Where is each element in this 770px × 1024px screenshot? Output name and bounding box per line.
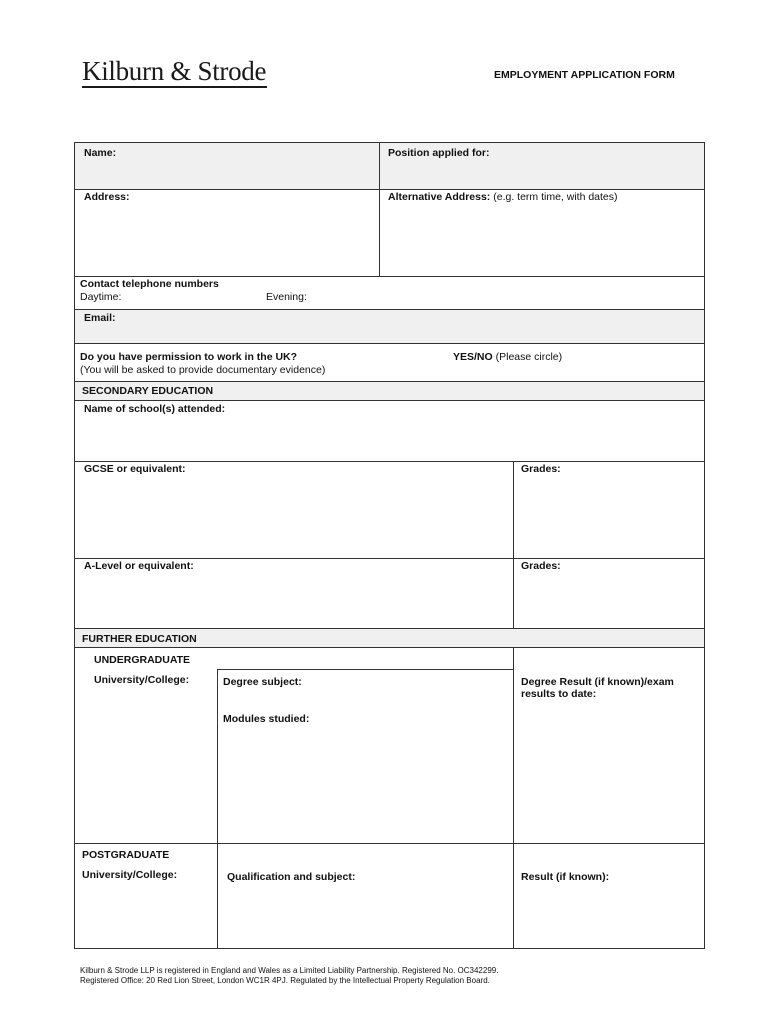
alevel-label: A-Level or equivalent:: [84, 560, 194, 572]
degree-result-label-2: results to date:: [521, 688, 597, 700]
alt-address-label: [388, 191, 618, 203]
ug-university-label: University/College:: [94, 674, 190, 686]
schools-field[interactable]: [76, 418, 703, 460]
pg-result-field[interactable]: [515, 887, 703, 947]
pg-university-field[interactable]: [76, 885, 216, 947]
permission-note: (You will be asked to provide documentary evidence): [80, 364, 326, 376]
footer: [80, 966, 498, 986]
yes-no-text: YES/NO: [453, 351, 493, 363]
alevel-field[interactable]: [76, 575, 512, 627]
further-col-divider-1: [217, 669, 218, 949]
alevel-grades-label: Grades:: [521, 560, 561, 572]
gcse-field[interactable]: [76, 478, 512, 557]
footer-line-1: Kilburn & Strode LLP is registered in England and Wales as a Limited Liability Partnership. Registered No. OC342299.: [80, 966, 499, 975]
logo-underline: [82, 86, 267, 88]
degree-subject-label: Degree subject:: [223, 676, 302, 688]
address-label: Address:: [84, 191, 130, 203]
contact-title: Contact telephone numbers: [80, 278, 219, 290]
email-label: Email:: [84, 312, 116, 324]
gcse-label: GCSE or equivalent:: [84, 463, 186, 475]
alt-address-field[interactable]: [381, 205, 703, 275]
secondary-education-title: SECONDARY EDUCATION: [82, 385, 214, 397]
degree-result-label-1: Degree Result (if known)/exam: [521, 676, 674, 688]
postgraduate-divider: [74, 843, 705, 844]
evening-label: Evening:: [266, 291, 307, 303]
gcse-grades-label: Grades:: [521, 463, 561, 475]
position-field[interactable]: [381, 160, 703, 188]
gcse-grades-field[interactable]: [515, 478, 703, 557]
name-label: Name:: [84, 147, 117, 159]
form-title: EMPLOYMENT APPLICATION FORM: [494, 69, 675, 81]
alt-address-title: Alternative Address:: [388, 191, 491, 203]
daytime-field[interactable]: [130, 290, 260, 306]
modules-field[interactable]: [219, 728, 512, 840]
please-circle-text: (Please circle): [495, 351, 563, 363]
company-logo: Kilburn & Strode: [82, 56, 267, 86]
pg-university-label: University/College:: [82, 869, 178, 881]
qualification-label: Qualification and subject:: [227, 871, 356, 883]
position-label: Position applied for:: [388, 147, 490, 159]
degree-result-field[interactable]: [515, 702, 703, 840]
address-field[interactable]: [76, 205, 378, 275]
address-divider: [379, 189, 380, 277]
name-field[interactable]: [76, 160, 378, 188]
postgraduate-title: POSTGRADUATE: [82, 849, 170, 861]
qualification-field[interactable]: [219, 887, 512, 947]
footer-line-2: Registered Office: 20 Red Lion Street, London WC1R 4PJ. Regulated by the Intellectual Property Regulation Board.: [80, 976, 490, 985]
further-col-divider-2: [513, 647, 514, 949]
alevel-grades-field[interactable]: [515, 575, 703, 627]
permission-question: Do you have permission to work in the UK?: [80, 351, 298, 363]
daytime-label: Daytime:: [80, 291, 122, 303]
undergraduate-top-line: [217, 669, 514, 670]
degree-subject-field[interactable]: [219, 690, 512, 710]
undergraduate-title: UNDERGRADUATE: [94, 654, 191, 666]
alt-address-hint: (e.g. term time, with dates): [493, 191, 618, 203]
email-field[interactable]: [76, 326, 703, 342]
further-education-title: FURTHER EDUCATION: [82, 633, 197, 645]
evening-field[interactable]: [312, 290, 692, 306]
pg-result-label: Result (if known):: [521, 871, 610, 883]
modules-label: Modules studied:: [223, 713, 310, 725]
schools-label: Name of school(s) attended:: [84, 403, 226, 415]
yes-no-option[interactable]: [453, 351, 562, 363]
ug-university-field[interactable]: [76, 690, 216, 840]
